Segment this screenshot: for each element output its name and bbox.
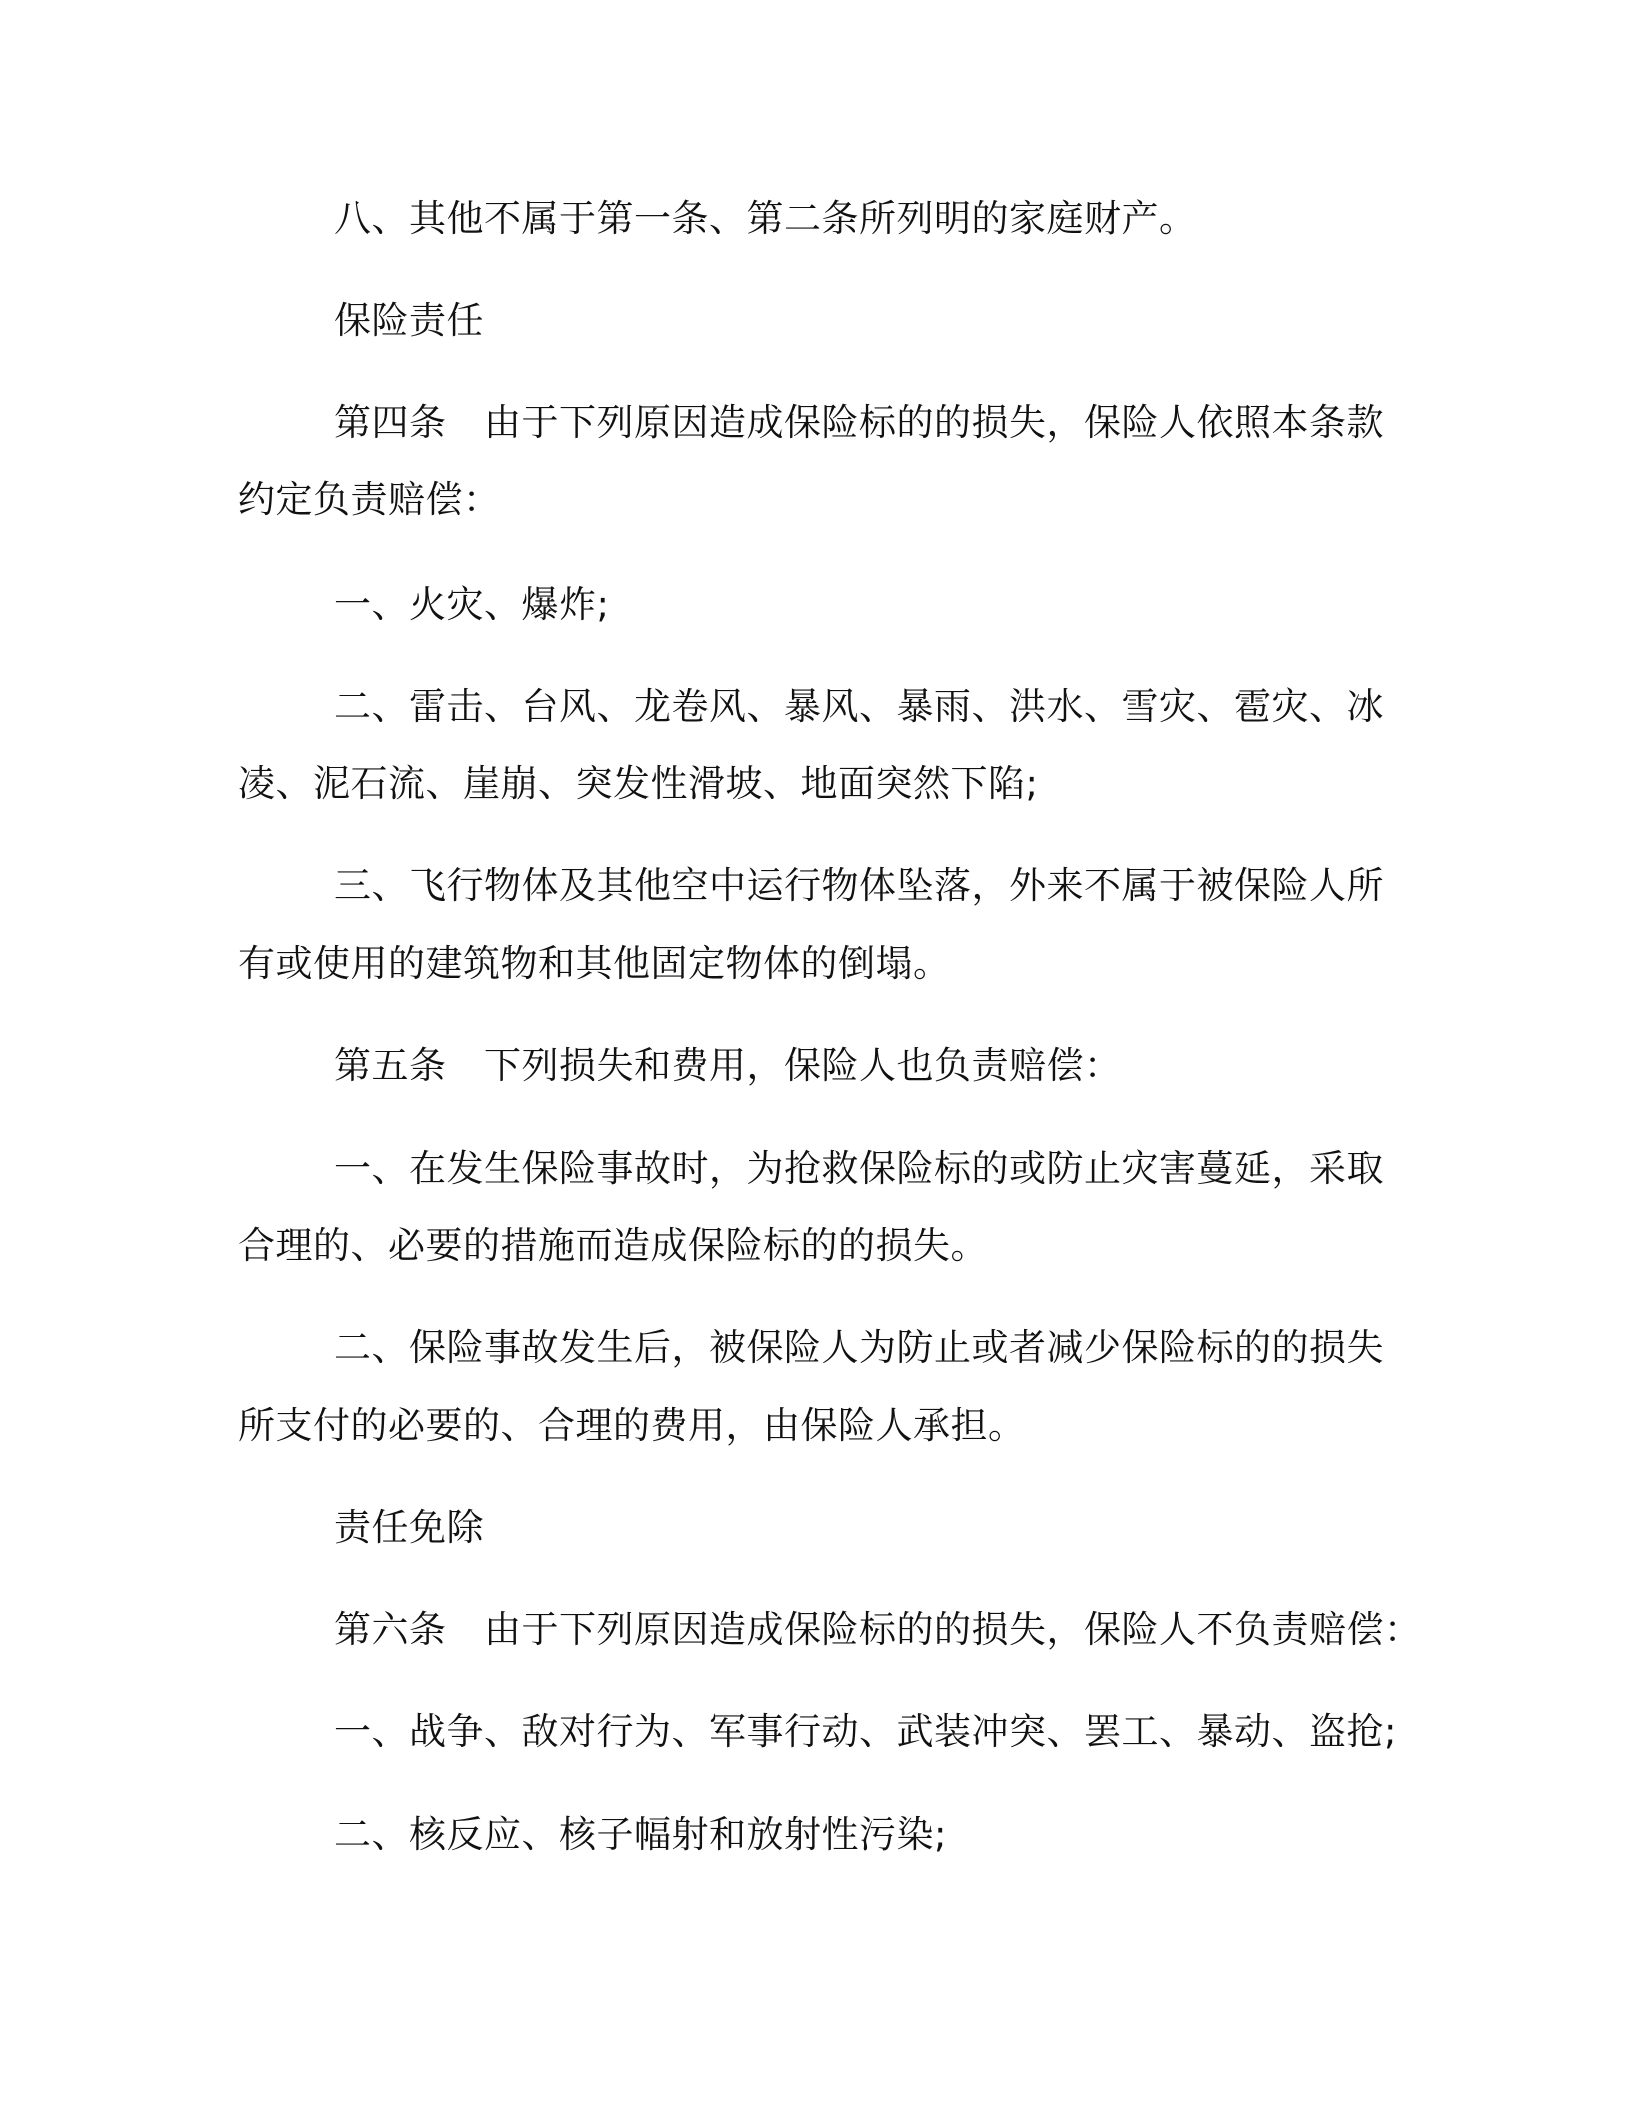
- article-five-item-two-line-2: 所支付的必要的、合理的费用，由保险人承担。: [238, 1404, 1026, 1447]
- article-six-item-two: 二、核反应、核子幅射和放射性污染;: [334, 1813, 947, 1856]
- article-six-item-one: 一、战争、敌对行为、军事行动、武装冲突、罢工、暴动、盗抢;: [334, 1710, 1397, 1753]
- article-four-item-one: 一、火灾、爆炸;: [334, 583, 610, 626]
- article-four-item-three-line-2: 有或使用的建筑物和其他固定物体的倒塌。: [238, 942, 951, 985]
- item-eight: 八、其他不属于第一条、第二条所列明的家庭财产。: [334, 197, 1197, 240]
- article-five-item-one-line-2: 合理的、必要的措施而造成保险标的的损失。: [238, 1224, 988, 1267]
- article-four-item-two-line-1: 二、雷击、台风、龙卷风、暴风、暴雨、洪水、雪灾、雹灾、冰: [334, 685, 1384, 728]
- article-five-item-one-line-1: 一、在发生保险事故时，为抢救保险标的或防止灾害蔓延，采取: [334, 1147, 1384, 1190]
- section-heading-insurance-liability: 保险责任: [334, 299, 484, 342]
- section-heading-exclusions: 责任免除: [334, 1506, 484, 1549]
- article-six: 第六条 由于下列原因造成保险标的的损失，保险人不负责赔偿：: [334, 1608, 1422, 1651]
- article-five-item-two-line-1: 二、保险事故发生后，被保险人为防止或者减少保险标的的损失: [334, 1326, 1384, 1369]
- article-five: 第五条 下列损失和费用，保险人也负责赔偿：: [334, 1044, 1122, 1087]
- article-four-line-1: 第四条 由于下列原因造成保险标的的损失，保险人依照本条款: [334, 401, 1384, 444]
- article-four-line-2: 约定负责赔偿：: [238, 478, 501, 521]
- article-four-item-two-line-2: 凌、泥石流、崖崩、突发性滑坡、地面突然下陷;: [238, 762, 1039, 805]
- article-four-item-three-line-1: 三、飞行物体及其他空中运行物体坠落，外来不属于被保险人所: [334, 864, 1384, 907]
